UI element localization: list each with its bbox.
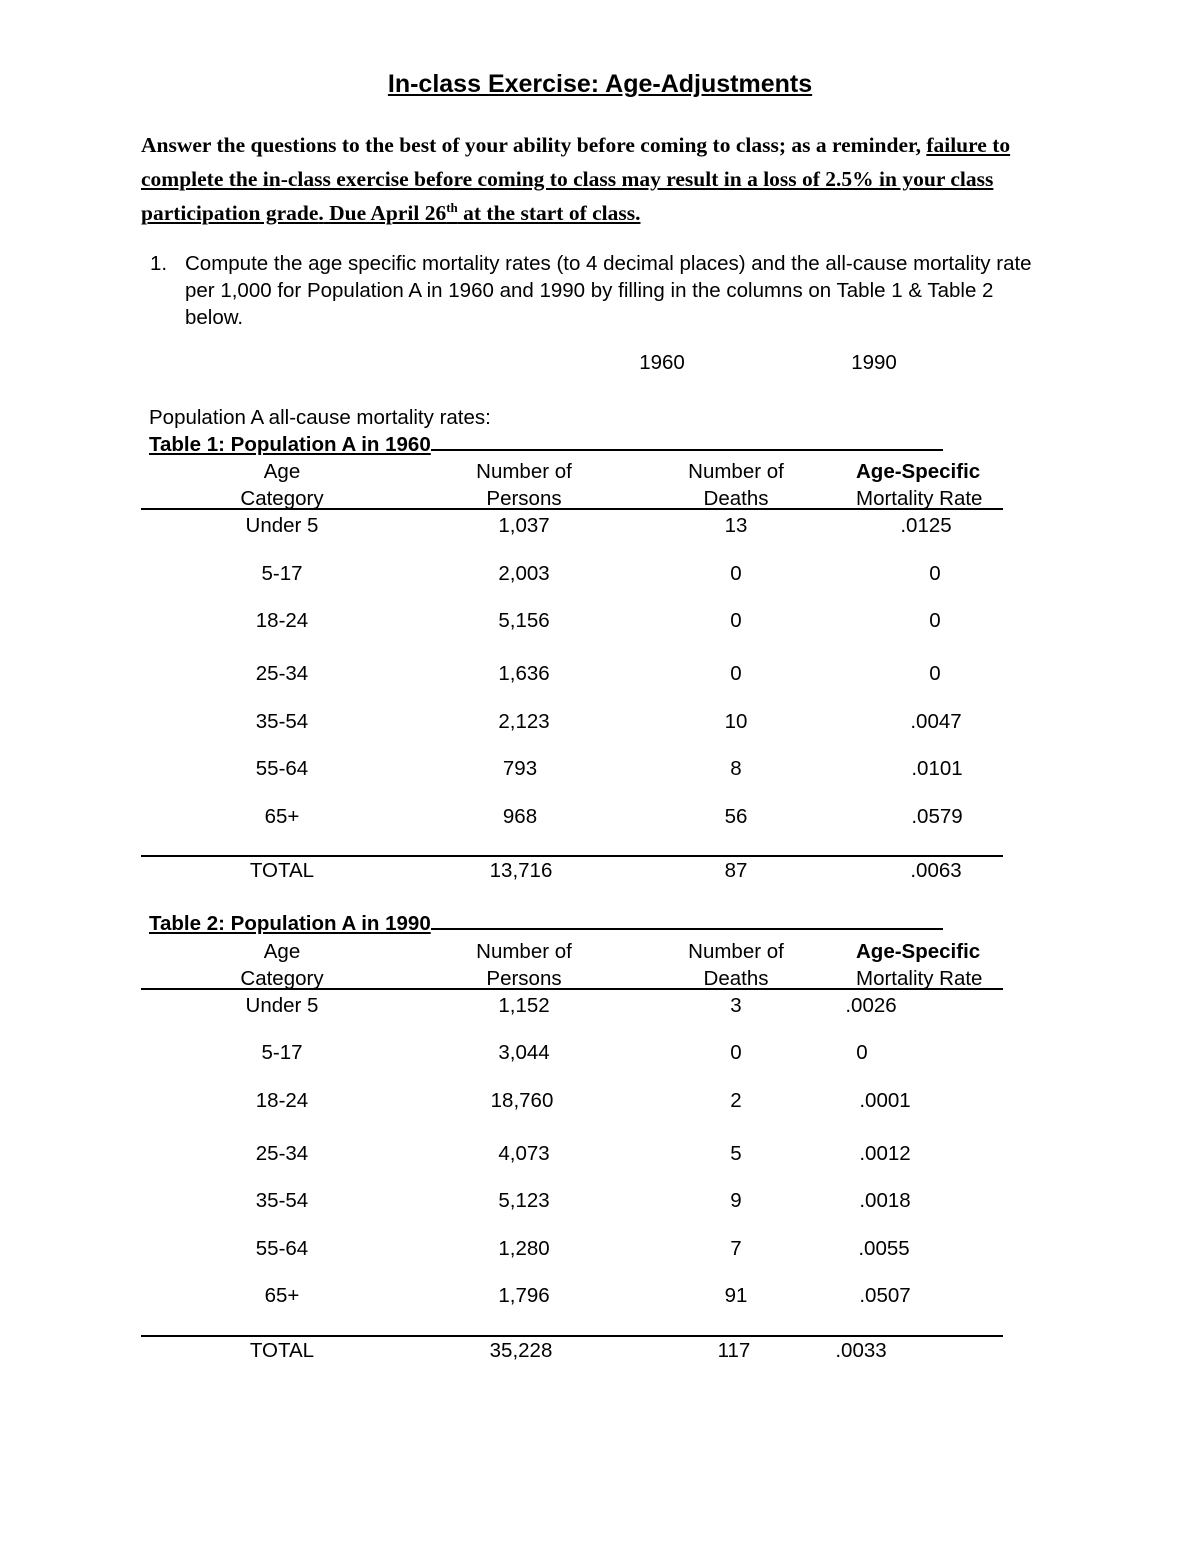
row-rate: .0018 bbox=[859, 1189, 911, 1212]
row-rate: .0047 bbox=[910, 710, 962, 733]
row-age: 25-34 bbox=[255, 662, 309, 685]
header-mortality-rate: Mortality Rate bbox=[856, 967, 983, 990]
row-deaths: 3 bbox=[730, 994, 742, 1017]
row-persons: 5,123 bbox=[498, 1189, 550, 1212]
row-deaths: 0 bbox=[730, 562, 742, 585]
question-text: Compute the age specific mortality rates (to 4 decimal places) and the all-cause mortality rate per 1,000 for Population A in 1960 and 1990 by filling in the columns on Table 1 & Table 2 below. bbox=[185, 252, 1032, 329]
row-persons: 5,156 bbox=[498, 609, 550, 632]
row-deaths: 9 bbox=[730, 1189, 742, 1212]
row-persons: 1,636 bbox=[498, 662, 550, 685]
total-deaths: 117 bbox=[717, 1339, 751, 1362]
row-rate: .0507 bbox=[859, 1284, 911, 1307]
row-age: 35-54 bbox=[255, 1189, 309, 1212]
population-label: Population A all-cause mortality rates: bbox=[149, 406, 491, 429]
page-title: In-class Exercise: Age-Adjustments bbox=[387, 70, 813, 98]
row-persons: 1,037 bbox=[498, 514, 550, 537]
row-deaths: 7 bbox=[730, 1237, 742, 1260]
row-rate: .0026 bbox=[845, 994, 897, 1017]
question-number: 1. bbox=[150, 252, 168, 275]
row-age: 25-34 bbox=[255, 1142, 309, 1165]
row-age: 5-17 bbox=[261, 1041, 303, 1064]
row-rate: .0055 bbox=[858, 1237, 910, 1260]
total-rule bbox=[141, 1335, 1003, 1337]
row-deaths: 8 bbox=[730, 757, 742, 780]
header-deaths: Deaths bbox=[703, 487, 769, 510]
row-persons: 4,073 bbox=[498, 1142, 550, 1165]
total-label: TOTAL bbox=[249, 1339, 315, 1362]
year-1960: 1960 bbox=[639, 351, 685, 374]
row-deaths: 10 bbox=[724, 710, 748, 733]
row-deaths: 0 bbox=[730, 1041, 742, 1064]
header-mortality-rate: Mortality Rate bbox=[856, 487, 983, 510]
row-deaths: 91 bbox=[724, 1284, 748, 1307]
row-rate: 0 bbox=[929, 662, 941, 685]
row-persons: 1,280 bbox=[498, 1237, 550, 1260]
row-deaths: 13 bbox=[724, 514, 748, 537]
instructions-paragraph bbox=[141, 128, 1071, 230]
row-persons: 2,123 bbox=[498, 710, 550, 733]
row-rate: 0 bbox=[929, 562, 941, 585]
instructions-lead: Answer the questions to the best of your ability before coming to class; as a reminder, bbox=[141, 133, 927, 157]
row-age: Under 5 bbox=[245, 994, 319, 1017]
header-rule bbox=[141, 508, 1003, 510]
header-number-of: Number of bbox=[476, 460, 572, 483]
row-persons: 2,003 bbox=[498, 562, 550, 585]
row-deaths: 2 bbox=[730, 1089, 742, 1112]
row-persons: 793 bbox=[502, 757, 538, 780]
table1-title: Table 1: Population A in 1960 bbox=[149, 433, 943, 457]
row-age: 65+ bbox=[264, 1284, 300, 1307]
row-persons: 3,044 bbox=[498, 1041, 550, 1064]
row-age: 55-64 bbox=[255, 1237, 309, 1260]
total-deaths: 87 bbox=[724, 859, 748, 882]
header-persons: Persons bbox=[486, 967, 562, 990]
row-persons: 1,152 bbox=[498, 994, 550, 1017]
row-age: 65+ bbox=[264, 805, 300, 828]
row-rate: .0579 bbox=[911, 805, 963, 828]
header-number-of: Number of bbox=[476, 940, 572, 963]
header-persons: Persons bbox=[486, 487, 562, 510]
row-rate: .0001 bbox=[859, 1089, 911, 1112]
row-rate: 0 bbox=[929, 609, 941, 632]
header-age-specific: Age-Specific bbox=[856, 460, 981, 483]
header-rule bbox=[141, 988, 1003, 990]
total-rate: .0063 bbox=[910, 859, 962, 882]
table2-title-rule bbox=[431, 927, 943, 930]
header-number-of: Number of bbox=[688, 940, 784, 963]
header-deaths: Deaths bbox=[703, 967, 769, 990]
header-category: Category bbox=[240, 967, 324, 990]
row-age: 18-24 bbox=[255, 1089, 309, 1112]
instructions-warning: failure to complete the in-class exercise before coming to class may result in a loss of 2.5% in your class participation grade. Due April 26th at the start of class. bbox=[141, 133, 1011, 225]
row-deaths: 0 bbox=[730, 609, 742, 632]
row-rate: 0 bbox=[856, 1041, 868, 1064]
row-age: 35-54 bbox=[255, 710, 309, 733]
table2-title: Table 2: Population A in 1990 bbox=[149, 912, 943, 936]
total-rate: .0033 bbox=[835, 1339, 887, 1362]
total-persons: 13,716 bbox=[489, 859, 553, 882]
total-rule bbox=[141, 855, 1003, 857]
header-age: Age bbox=[263, 940, 301, 963]
header-age-specific: Age-Specific bbox=[856, 940, 981, 963]
row-persons: 1,796 bbox=[498, 1284, 550, 1307]
header-category: Category bbox=[240, 487, 324, 510]
row-deaths: 0 bbox=[730, 662, 742, 685]
row-persons: 968 bbox=[502, 805, 538, 828]
row-age: Under 5 bbox=[245, 514, 319, 537]
year-1990: 1990 bbox=[851, 351, 897, 374]
row-rate: .0012 bbox=[859, 1142, 911, 1165]
row-deaths: 5 bbox=[730, 1142, 742, 1165]
total-persons: 35,228 bbox=[489, 1339, 553, 1362]
header-age: Age bbox=[263, 460, 301, 483]
header-number-of: Number of bbox=[688, 460, 784, 483]
row-age: 55-64 bbox=[255, 757, 309, 780]
row-age: 5-17 bbox=[261, 562, 303, 585]
row-deaths: 56 bbox=[724, 805, 748, 828]
row-rate: .0125 bbox=[900, 514, 952, 537]
row-persons: 18,760 bbox=[490, 1089, 554, 1112]
row-age: 18-24 bbox=[255, 609, 309, 632]
total-label: TOTAL bbox=[249, 859, 315, 882]
row-rate: .0101 bbox=[911, 757, 963, 780]
table1-title-rule bbox=[431, 448, 943, 451]
